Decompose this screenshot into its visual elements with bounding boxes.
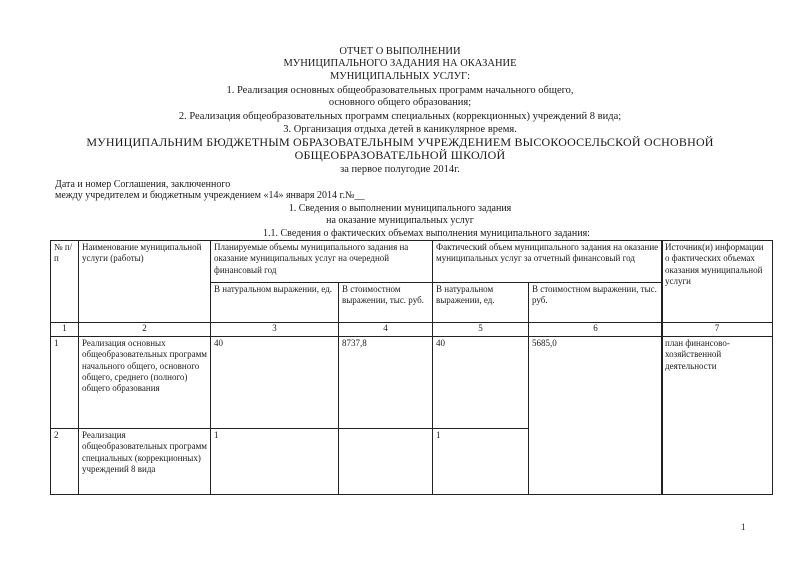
row-num: 1 xyxy=(51,337,79,429)
page-number: 1 xyxy=(741,522,746,532)
table-row xyxy=(51,337,663,429)
row-planned-natural: 40 xyxy=(211,337,339,429)
column-number: 7 xyxy=(662,323,773,337)
header-planned-natural: В натуральном выражении, ед. xyxy=(211,283,339,323)
header-actual-volumes: Фактический объем муниципального задания на оказание муниципальных услуг за отчетный финансовый год xyxy=(433,241,663,283)
header-actual-natural: В натуральном выражении, ед. xyxy=(433,283,529,323)
row-actual-cost: 5685,0 xyxy=(529,337,663,495)
header-num: № п/п xyxy=(51,241,79,323)
organization-line-2: ОБЩЕОБРАЗОВАТЕЛЬНОЙ ШКОЛОЙ xyxy=(294,148,506,162)
row-service-name: Реализация основных общеобразовательных программ начального общего, основного общего, среднего (полного) общего образования xyxy=(79,337,211,429)
column-number: 5 xyxy=(433,323,529,337)
agreement-line-1: Дата и номер Соглашения, заключенного xyxy=(55,179,231,190)
section-title-2: на оказание муниципальных услуг xyxy=(326,215,474,226)
row-service-name: Реализация общеобразовательных программ специальных (коррекционных) учреждений 8 вида xyxy=(79,429,211,495)
service-item-1a: 1. Реализация основных общеобразовательных программ начального общего, xyxy=(226,85,574,96)
service-item-3: 3. Организация отдыха детей в каникулярное время. xyxy=(283,124,517,135)
row-planned-cost xyxy=(339,429,433,495)
services-table xyxy=(50,240,663,495)
header-service-name: Наименование муниципальной услуги (работы) xyxy=(79,241,211,323)
section-subtitle: 1.1. Сведения о фактических объемах выполнения муниципального задания: xyxy=(263,228,590,239)
report-title-line-3: МУНИЦИПАЛЬНЫХ УСЛУГ: xyxy=(329,71,471,82)
report-title-line-1: ОТЧЕТ О ВЫПОЛНЕНИИ xyxy=(339,46,461,57)
column-number: 1 xyxy=(51,323,79,337)
column-number: 4 xyxy=(339,323,433,337)
column-number: 2 xyxy=(79,323,211,337)
header-information-source: Источник(и) информации о фактических объемах оказания муниципальной услуги xyxy=(662,241,773,323)
row-planned-natural: 1 xyxy=(211,429,339,495)
agreement-line-2: между учредителем и бюджетным учреждением «14» января 2014 г.№__ xyxy=(55,190,365,201)
row-information-source: план финансово-хозяйственной деятельности xyxy=(662,337,773,495)
organization-line-1: МУНИЦИПАЛЬНИМ БЮДЖЕТНЫМ ОБРАЗОВАТЕЛЬНЫМ УЧРЕЖДЕНИЕМ ВЫСОКООСЕЛЬСКОЙ ОСНОВНОЙ xyxy=(86,135,714,149)
header-planned-cost: В стоимостном выражении, тыс. руб. xyxy=(339,283,433,323)
row-actual-natural: 1 xyxy=(433,429,529,495)
column-number-row xyxy=(51,323,663,337)
service-item-1b: основного общего образования; xyxy=(328,97,472,108)
row-actual-natural: 40 xyxy=(433,337,529,429)
section-title-1: 1. Сведения о выполнении муниципального задания xyxy=(288,203,512,214)
column-number: 3 xyxy=(211,323,339,337)
report-period: за первое полугодие 2014г. xyxy=(340,164,460,175)
header-actual-cost: В стоимостном выражении, тыс. руб. xyxy=(529,283,663,323)
header-planned-volumes: Планируемые объемы муниципального задания на оказание муниципальных услуг на очередной финансовый год xyxy=(211,241,433,283)
column-number: 6 xyxy=(529,323,663,337)
service-item-2: 2. Реализация общеобразовательных программ специальных (коррекционных) учреждений 8 вида; xyxy=(178,111,622,122)
table-header-row xyxy=(51,241,663,283)
report-title-line-2: МУНИЦИПАЛЬНОГО ЗАДАНИЯ НА ОКАЗАНИЕ xyxy=(283,58,517,69)
source-column xyxy=(661,240,773,495)
row-planned-cost: 8737,8 xyxy=(339,337,433,429)
row-num: 2 xyxy=(51,429,79,495)
